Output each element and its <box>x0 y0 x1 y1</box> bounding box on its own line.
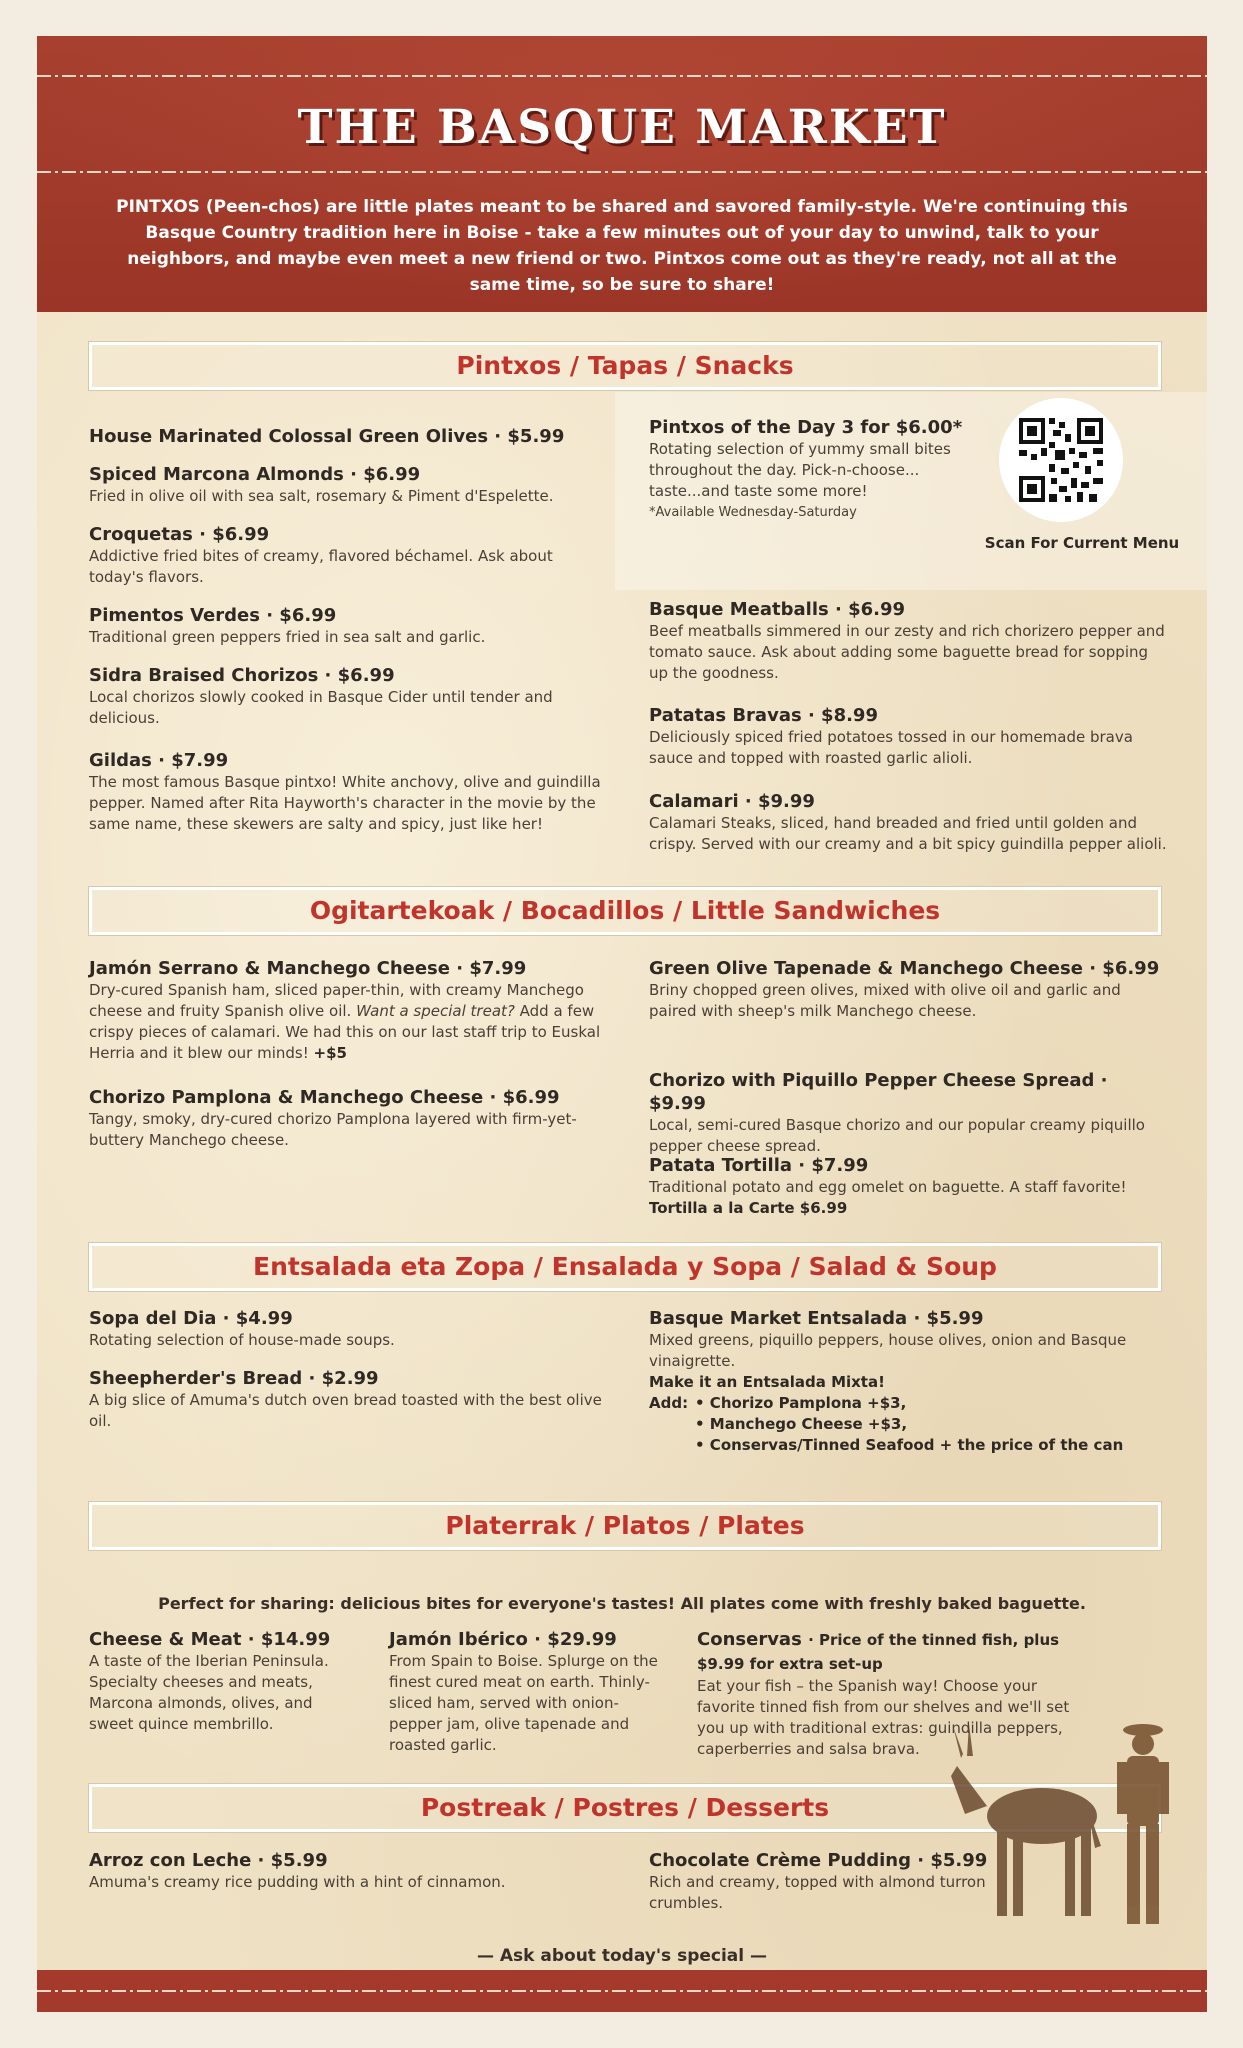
donkey-and-shepherd-illustration <box>947 1696 1187 1946</box>
plates-tagline: Perfect for sharing: delicious bites for everyone's tastes! All plates come with freshly baked baguette. <box>158 1594 1086 1613</box>
qr-code[interactable] <box>999 398 1123 522</box>
section-heading-desserts: Postreak / Postres / Desserts <box>89 1784 1161 1832</box>
menu-item: Basque Meatballs · $6.99 Beef meatballs simmered in our zesty and rich chorizero pepper and tomato sauce. Ask about adding some baguette bread for sopping up the goodness. <box>649 599 1165 682</box>
bottom-ornament-line <box>37 164 1207 180</box>
menu-item: Chocolate Crème Pudding · $5.99 Rich and creamy, topped with almond turron crumbles. <box>649 1850 988 1912</box>
menu-item: Pimentos Verdes · $6.99 Traditional green peppers fried in sea salt and garlic. <box>89 605 486 646</box>
menu-item: Cheese & Meat · $14.99 A taste of the Iberian Peninsula. Specialty cheeses and meats, Marcona almonds, olives, and sweet quince membrillo. <box>89 1629 331 1733</box>
top-ornament-line <box>37 68 1207 84</box>
menu-item: Spiced Marcona Almonds · $6.99 Fried in olive oil with sea salt, rosemary & Piment d'Espelette. <box>89 464 554 505</box>
daily-pintxos: Pintxos of the Day 3 for $6.00* Rotating selection of yummy small bites throughout the day. Pick-n-choose... taste...and taste some more! *Available Wednesday-Saturday <box>649 417 963 520</box>
menu-item: House Marinated Colossal Green Olives · $5.99 <box>89 426 565 447</box>
menu-item: Patatas Bravas · $8.99 Deliciously spiced fried potatoes tossed in our homemade brava sauce and topped with roasted garlic alioli. <box>649 705 1133 767</box>
menu-sheet <box>37 36 1207 2012</box>
menu-item: Arroz con Leche · $5.99 Amuma's creamy rice pudding with a hint of cinnamon. <box>89 1850 506 1891</box>
menu-item: Green Olive Tapenade & Manchego Cheese · $6.99 Briny chopped green olives, mixed with olive oil and garlic and paired with sheep's milk Manchego cheese. <box>649 958 1160 1020</box>
menu-item: Basque Market Entsalada · $5.99 Mixed greens, piquillo peppers, house olives, onion and Basque vinaigrette. Make it an Entsalada Mixta! Add: • Chorizo Pamplona +$3, • Manchego Cheese +$3, • Conservas/Tinned Seafood + the price of the can <box>649 1308 1127 1454</box>
header-banner <box>37 36 1207 312</box>
section-heading-pintxos: Pintxos / Tapas / Snacks <box>89 342 1161 390</box>
page-title: THE BASQUE MARKET <box>297 100 947 155</box>
menu-item: Jamón Ibérico · $29.99 From Spain to Boise. Splurge on the finest cured meat on earth. Thinly-sliced ham, served with onion-pepper jam, olive tapenade and roasted garlic. <box>389 1629 658 1754</box>
todays-special-note: — Ask about today's special — <box>476 1946 768 1966</box>
menu-item: Sopa del Dia · $4.99 Rotating selection of house-made soups. <box>89 1308 395 1349</box>
menu-item: Calamari · $9.99 Calamari Steaks, sliced, hand breaded and fried until golden and crispy. Served with our creamy and a bit spicy guindilla pepper alioli. <box>649 791 1167 853</box>
scan-label: Scan For Current Menu <box>984 534 1180 552</box>
section-heading-sandwiches: Ogitartekoak / Bocadillos / Little Sandwiches <box>89 887 1161 935</box>
footer-banner <box>37 1970 1207 2012</box>
menu-item: Patata Tortilla · $7.99 Traditional potato and egg omelet on baguette. A staff favorite! Tortilla a la Carte $6.99 <box>649 1155 1127 1217</box>
section-heading-plates: Platerrak / Platos / Plates <box>89 1502 1161 1550</box>
menu-item: Sidra Braised Chorizos · $6.99 Local chorizos slowly cooked in Basque Cider until tender and delicious. <box>89 665 553 727</box>
menu-item: Jamón Serrano & Manchego Cheese · $7.99 Dry-cured Spanish ham, sliced paper-thin, with creamy Manchego cheese and fruity Spanish olive oil. Want a special treat? Add a few crispy pieces of calamari. We had this on our last staff trip to Euskal Herria and it blew our minds! +$5 <box>89 958 601 1062</box>
intro-text: PINTXOS (Peen-chos) are little plates meant to be shared and savored family-style. We're continuing this Basque Country tradition here in Boise - take a few minutes out of your day to unwind, talk to your neighbors, and maybe even meet a new friend or two. Pintxos come out as they're ready, not all at the same time, so be sure to share! <box>116 197 1128 295</box>
menu-item: Conservas · Price of the tinned fish, plus $9.99 for extra set-up Eat your fish – the Spanish way! Choose your favorite tinned fish from our shelves and we'll set you up with traditional extras: guindilla peppers, caperberries and salsa brava. <box>697 1629 1070 1758</box>
menu-item: Sheepherder's Bread · $2.99 A big slice of Amuma's dutch oven bread toasted with the best olive oil. <box>89 1368 602 1430</box>
menu-item: Chorizo Pamplona & Manchego Cheese · $6.99 Tangy, smoky, dry-cured chorizo Pamplona layered with firm-yet-buttery Manchego cheese. <box>89 1087 577 1149</box>
menu-item: Chorizo with Piquillo Pepper Cheese Spread · $9.99 Local, semi-cured Basque chorizo and our popular creamy piquillo pepper cheese spread. <box>649 1070 1145 1155</box>
footer-ornament-line <box>37 1983 1207 1999</box>
section-heading-salad: Entsalada eta Zopa / Ensalada y Sopa / Salad & Soup <box>89 1243 1161 1291</box>
menu-item: Croquetas · $6.99 Addictive fried bites of creamy, flavored béchamel. Ask about today's flavors. <box>89 524 553 586</box>
menu-item: Gildas · $7.99 The most famous Basque pintxo! White anchovy, olive and guindilla pepper. Named after Rita Hayworth's character in the movie by the same name, these skewers are salty and spicy, just like her! <box>89 750 601 833</box>
